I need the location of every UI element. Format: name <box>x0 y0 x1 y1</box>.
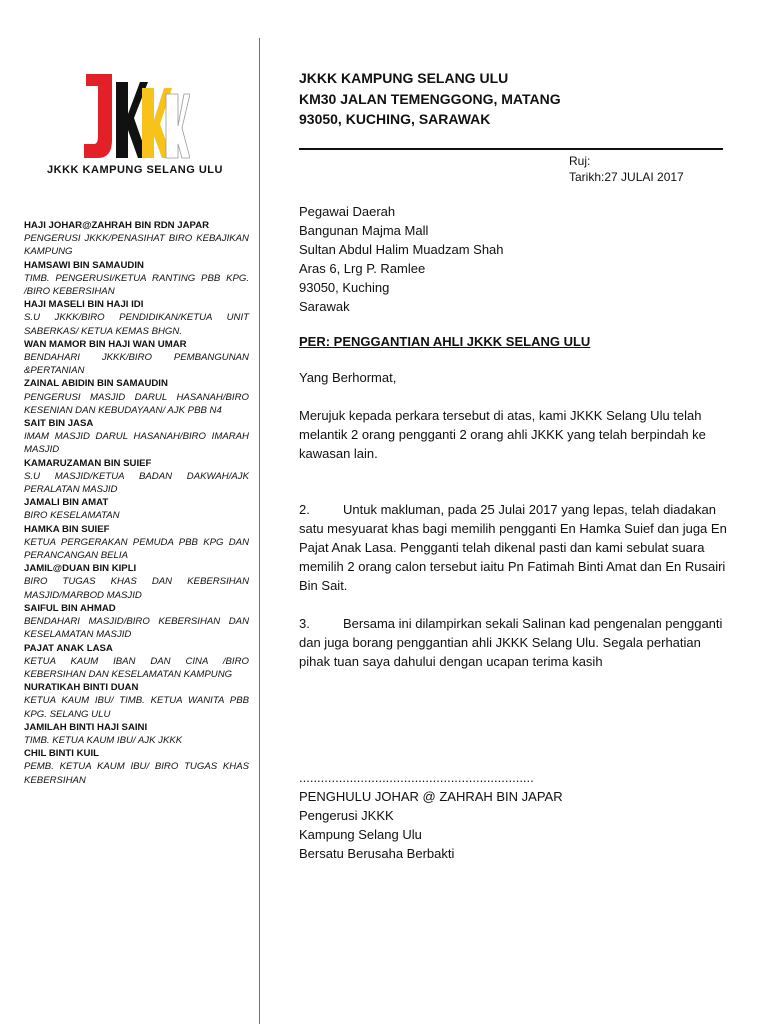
member-name: JAMIL@DUAN BIN KIPLI <box>24 563 137 575</box>
member-role: TIMB. KETUA KAUM IBU/ AJK JKKK <box>24 734 183 746</box>
member-role: IMAM MASJID DARUL HASANAH/BIRO IMARAH MASJID <box>24 431 249 456</box>
salutation: Yang Berhormat, <box>299 370 397 385</box>
motto: Bersatu Berusaha Berbakti <box>299 846 455 861</box>
header-rule <box>299 148 723 150</box>
signatory-name: PENGHULU JOHAR @ ZAHRAH BIN JAPAR <box>299 789 563 804</box>
paragraph-2 <box>299 500 727 595</box>
member-role: PEMB. KETUA KAUM IBU/ BIRO TUGAS KHAS KEBERSIHAN <box>24 761 249 786</box>
member-name: KAMARUZAMAN BIN SUIEF <box>24 457 152 469</box>
paragraph-number: 2. <box>299 502 310 517</box>
reference-block <box>569 153 684 185</box>
org-name: JKKK KAMPUNG SELANG ULU <box>47 164 223 176</box>
committee-member <box>24 562 249 602</box>
member-name: HAMKA BIN SUIEF <box>24 523 110 535</box>
member-role: KETUA PERGERAKAN PEMUDA PBB KPG DAN PERANCANGAN BELIA <box>24 536 249 562</box>
signatory-org: Kampung Selang Ulu <box>299 827 422 842</box>
committee-member <box>24 298 249 338</box>
member-role: KETUA KAUM IBAN DAN CINA /BIRO KEBERSIHAN DAN KESELAMATAN KAMPUNG <box>24 655 249 680</box>
paragraph-text: Bersama ini dilampirkan sekali Salinan kad pengenalan pengganti dan juga borang penggantian ahli JKKK Selang Ulu. Segala perhatian pihak tuan saya dahului dengan ucapan terima kasih <box>299 616 723 669</box>
member-role: BENDAHARI MASJID/BIRO KEBERSIHAN DAN KESELAMATAN MASJID <box>24 616 249 641</box>
member-role: BIRO TUGAS KHAS DAN KEBERSIHAN MASJID/MARBOD MASJID <box>24 576 249 601</box>
committee-member <box>24 377 249 417</box>
member-role: S.U MASJID/KETUA BADAN DAKWAH/AJK PERALATAN MASJID <box>24 470 249 496</box>
paragraph-number: 3. <box>299 616 310 631</box>
member-name: HAJI JOHAR@ZAHRAH BIN RDN JAPAR <box>24 220 210 231</box>
signature-block <box>299 768 727 863</box>
letterhead-line: KM30 JALAN TEMENGGONG, MATANG <box>299 90 561 107</box>
committee-member <box>24 642 249 682</box>
committee-member <box>24 219 249 259</box>
member-name: HAMSAWI BIN SAMAUDIN <box>24 259 144 271</box>
signature-line: ................................................................. <box>299 770 534 785</box>
member-name: CHIL BINTI KUIL <box>24 748 99 760</box>
column-divider <box>259 38 260 1024</box>
committee-member <box>24 338 249 378</box>
member-name: JAMALI BIN AMAT <box>24 497 109 509</box>
committee-member <box>24 721 249 747</box>
committee-member <box>24 457 249 497</box>
member-name: WAN MAMOR BIN HAJI WAN UMAR <box>24 338 187 350</box>
paragraph-1: Merujuk kepada perkara tersebut di atas, kami JKKK Selang Ulu telah melantik 2 orang pengganti 2 orang ahli JKKK yang telah berpindah ke kawasan lain. <box>299 408 706 461</box>
member-name: SAIFUL BIN AHMAD <box>24 602 116 614</box>
member-name: SAIT BIN JASA <box>24 418 94 430</box>
ref-number: Ruj: <box>569 154 591 168</box>
address-line: Sultan Abdul Halim Muadzam Shah <box>299 242 504 257</box>
letterhead <box>299 68 561 130</box>
address-line: Sarawak <box>299 299 350 314</box>
member-role: TIMB. PENGERUSI/KETUA RANTING PBB KPG. /BIRO KEBERSIHAN <box>24 272 249 298</box>
letterhead-line: 93050, KUCHING, SARAWAK <box>299 111 491 127</box>
member-name: ZAINAL ABIDIN BIN SAMAUDIN <box>24 378 168 390</box>
member-role: PENGERUSI JKKK/PENASIHAT BIRO KEBAJIKAN KAMPUNG <box>24 233 249 258</box>
committee-member <box>24 681 249 721</box>
committee-member <box>24 417 249 457</box>
member-name: NURATIKAH BINTI DUAN <box>24 682 139 694</box>
jkkk-logo <box>84 74 190 160</box>
member-role: PENGERUSI MASJID DARUL HASANAH/BIRO KESENIAN DAN KEBUDAYAAN/ AJK PBB N4 <box>24 391 249 416</box>
address-line: Aras 6, Lrg P. Ramlee <box>299 261 426 276</box>
address-line: 93050, Kuching <box>299 280 390 295</box>
committee-list <box>24 219 249 787</box>
member-role: BIRO KESELAMATAN <box>24 510 120 522</box>
address-line: Bangunan Majma Mall <box>299 223 429 238</box>
member-name: JAMILAH BINTI HAJI SAINI <box>24 721 148 733</box>
paragraph-text: Untuk makluman, pada 25 Julai 2017 yang lepas, telah diadakan satu mesyuarat khas bagi memilih pengganti En Hamka Suief dan juga En Pajat Anak Lasa. Pengganti telah dikenal pasti dan kami sebulat suara memilih 2 orang calon tersebut iaitu Pn Fatimah Binti Amat dan En Rusairi Bin Sait. <box>299 502 727 593</box>
paragraph-3 <box>299 614 727 671</box>
signatory-title: Pengerusi JKKK <box>299 808 394 823</box>
address-line: Pegawai Daerah <box>299 204 396 219</box>
member-role: S.U JKKK/BIRO PENDIDIKAN/KETUA UNIT SABERKAS/ KETUA KEMAS BHGN. <box>24 312 249 337</box>
member-role: KETUA KAUM IBU/ TIMB. KETUA WANITA PBB KPG. SELANG ULU <box>24 695 249 720</box>
committee-member <box>24 523 249 563</box>
letter-subject: PER: PENGGANTIAN AHLI JKKK SELANG ULU <box>299 334 591 349</box>
letter-date: Tarikh:27 JULAI 2017 <box>569 170 684 184</box>
member-name: PAJAT ANAK LASA <box>24 642 113 654</box>
committee-member <box>24 602 249 642</box>
recipient-address <box>299 202 727 316</box>
committee-member <box>24 259 249 299</box>
letterhead-line: JKKK KAMPUNG SELANG ULU <box>299 70 509 86</box>
committee-member <box>24 496 249 522</box>
committee-member <box>24 747 249 787</box>
member-role: BENDAHARI JKKK/BIRO PEMBANGUNAN &PERTANIAN <box>24 352 249 377</box>
member-name: HAJI MASELI BIN HAJI IDI <box>24 299 144 311</box>
